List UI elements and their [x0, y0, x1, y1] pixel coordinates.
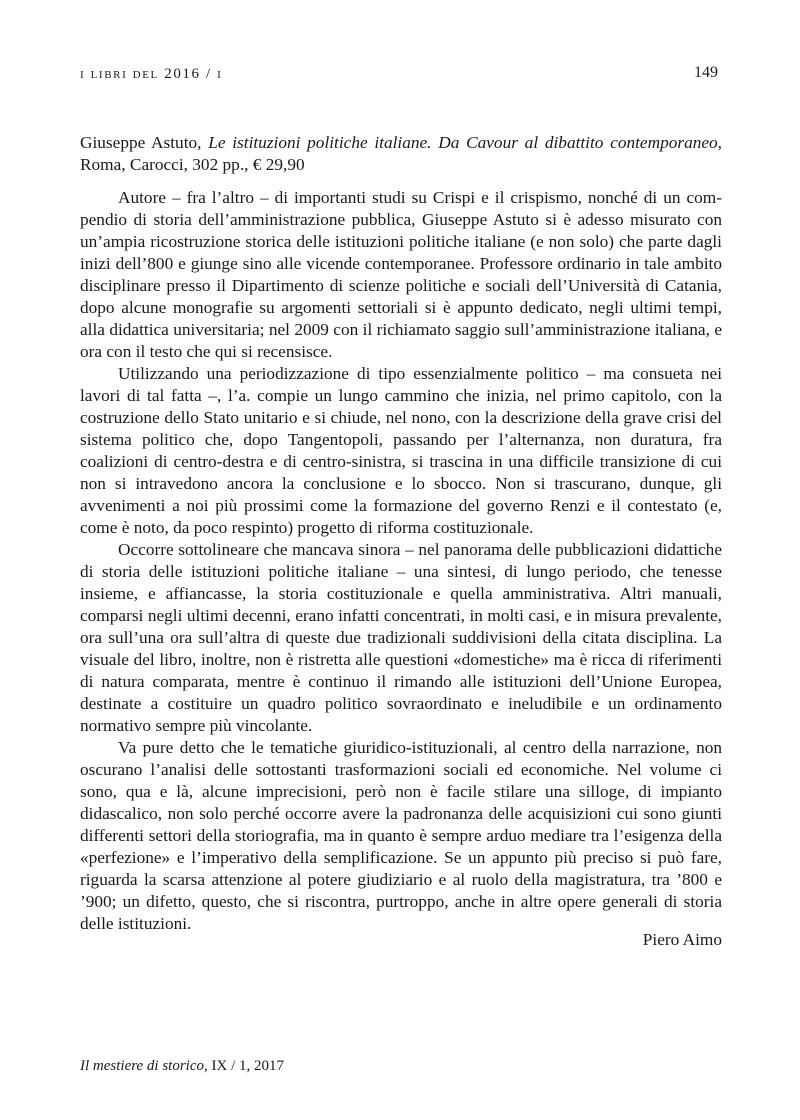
- citation-title: Le istituzioni politiche italiane. Da Cavour al dibattito contemporaneo: [208, 133, 718, 152]
- citation-author: Giuseppe Astuto,: [80, 133, 209, 152]
- paragraph: Utilizzando una periodizzazione di tipo essenzialmente politico – ma consueta nei lavori di tal fatta –, l’a. compie un lungo cammino che inizia, nel primo capitolo, con la costruzione dello Stato unitario e si chiude, nel nono, con la descrizione della grave crisi del sistema politico che, dopo Tangentopoli, passando per l’alternanza, non duratura, fra coalizioni di centro-destra e di centro-sinistra, si trascina in una difficile transizione di cui non si intravedono ancora la conclusione e lo sbocco. Non si trascurano, dunque, gli avvenimenti a noi più prossimi come la formazione del governo Renzi e il contestato (e, come è noto, da poco respinto) progetto di riforma costituzionale.: [80, 364, 722, 537]
- paragraph: Occorre sottolineare che mancava sinora – nel panorama delle pubblicazioni didattiche di storia delle istituzioni politiche italiane – una sintesi, di lungo periodo, che tenesse insieme, e affiancasse, la storia costituzionale e quella amministrativa. Altri manuali, comparsi negli ultimi decenni, erano infatti concentrati, in molti casi, e in misura prevalente, ora sull’una ora sull’altra di queste due tradizionali suddivisioni della citata disciplina. La visuale del libro, inoltre, non è ristretta alle questioni «domestiche» ma è ricca di riferimenti di natura comparata, mentre è continuo il rimando alle istituzioni dell’Unione Europea, destinate a costituire un quadro politico sovraordinato e ineludibile e un ordinamento normativo sempre più vincolante.: [80, 540, 722, 735]
- page-footer: [80, 1058, 284, 1075]
- running-head: i libri del 2016 / i: [80, 66, 223, 82]
- paragraph: Autore – fra l’altro – di importanti studi su Crispi e il crispismo, nonché di un compendio di storia dell’amministrazione pubblica, Giuseppe Astuto si è adesso misurato con un’ampia ricostruzione storica delle istituzioni politiche italiane (e non solo) che parte dagli inizi dell’800 e giunge sino alle vicende contemporanee. Professore ordinario in tale ambito disciplinare presso il Dipartimento di scienze politiche e sociali dell’Università di Catania, dopo alcune monografie su argomenti settoriali si è appunto dedicato, negli ultimi tempi, alla didattica universitaria; nel 2009 con il richiamato saggio sull’amministrazione italiana, e ora con il testo che qui si recensisce.: [80, 188, 722, 361]
- reviewer-signature: Piero Aimo: [642, 930, 722, 949]
- page-number: 149: [694, 64, 718, 81]
- footer-issue: , IX / 1, 2017: [204, 1058, 285, 1074]
- paragraph: Va pure detto che le tematiche giuridico-istituzionali, al centro della narrazione, non oscurano l’analisi delle sottostanti trasformazioni sociali ed economiche. Nel volume ci sono, qua e là, alcune imprecisioni, però non è facile stilare una silloge, di impianto didascalico, non solo perché occorre avere la padronanza delle acquisizioni cui sono giunti differenti settori della storiografia, ma in quanto è sempre arduo mediare tra l’esigenza della «perfezione» e l’imperativo della semplificazione. Se un appunto più preciso si può fare, riguarda la scarsa attenzione al potere giudiziario e al ruolo della magistratura, tra ’800 e ’900; un difetto, questo, che si riscontra, purtroppo, anche in altre opere generali di storia delle istituzioni.: [80, 738, 722, 933]
- citation-publication: , Roma, Carocci, 302 pp., € 29,90: [80, 133, 722, 174]
- book-citation: [80, 132, 722, 176]
- review-body: [80, 187, 722, 935]
- footer-journal: Il mestiere di storico: [80, 1058, 205, 1074]
